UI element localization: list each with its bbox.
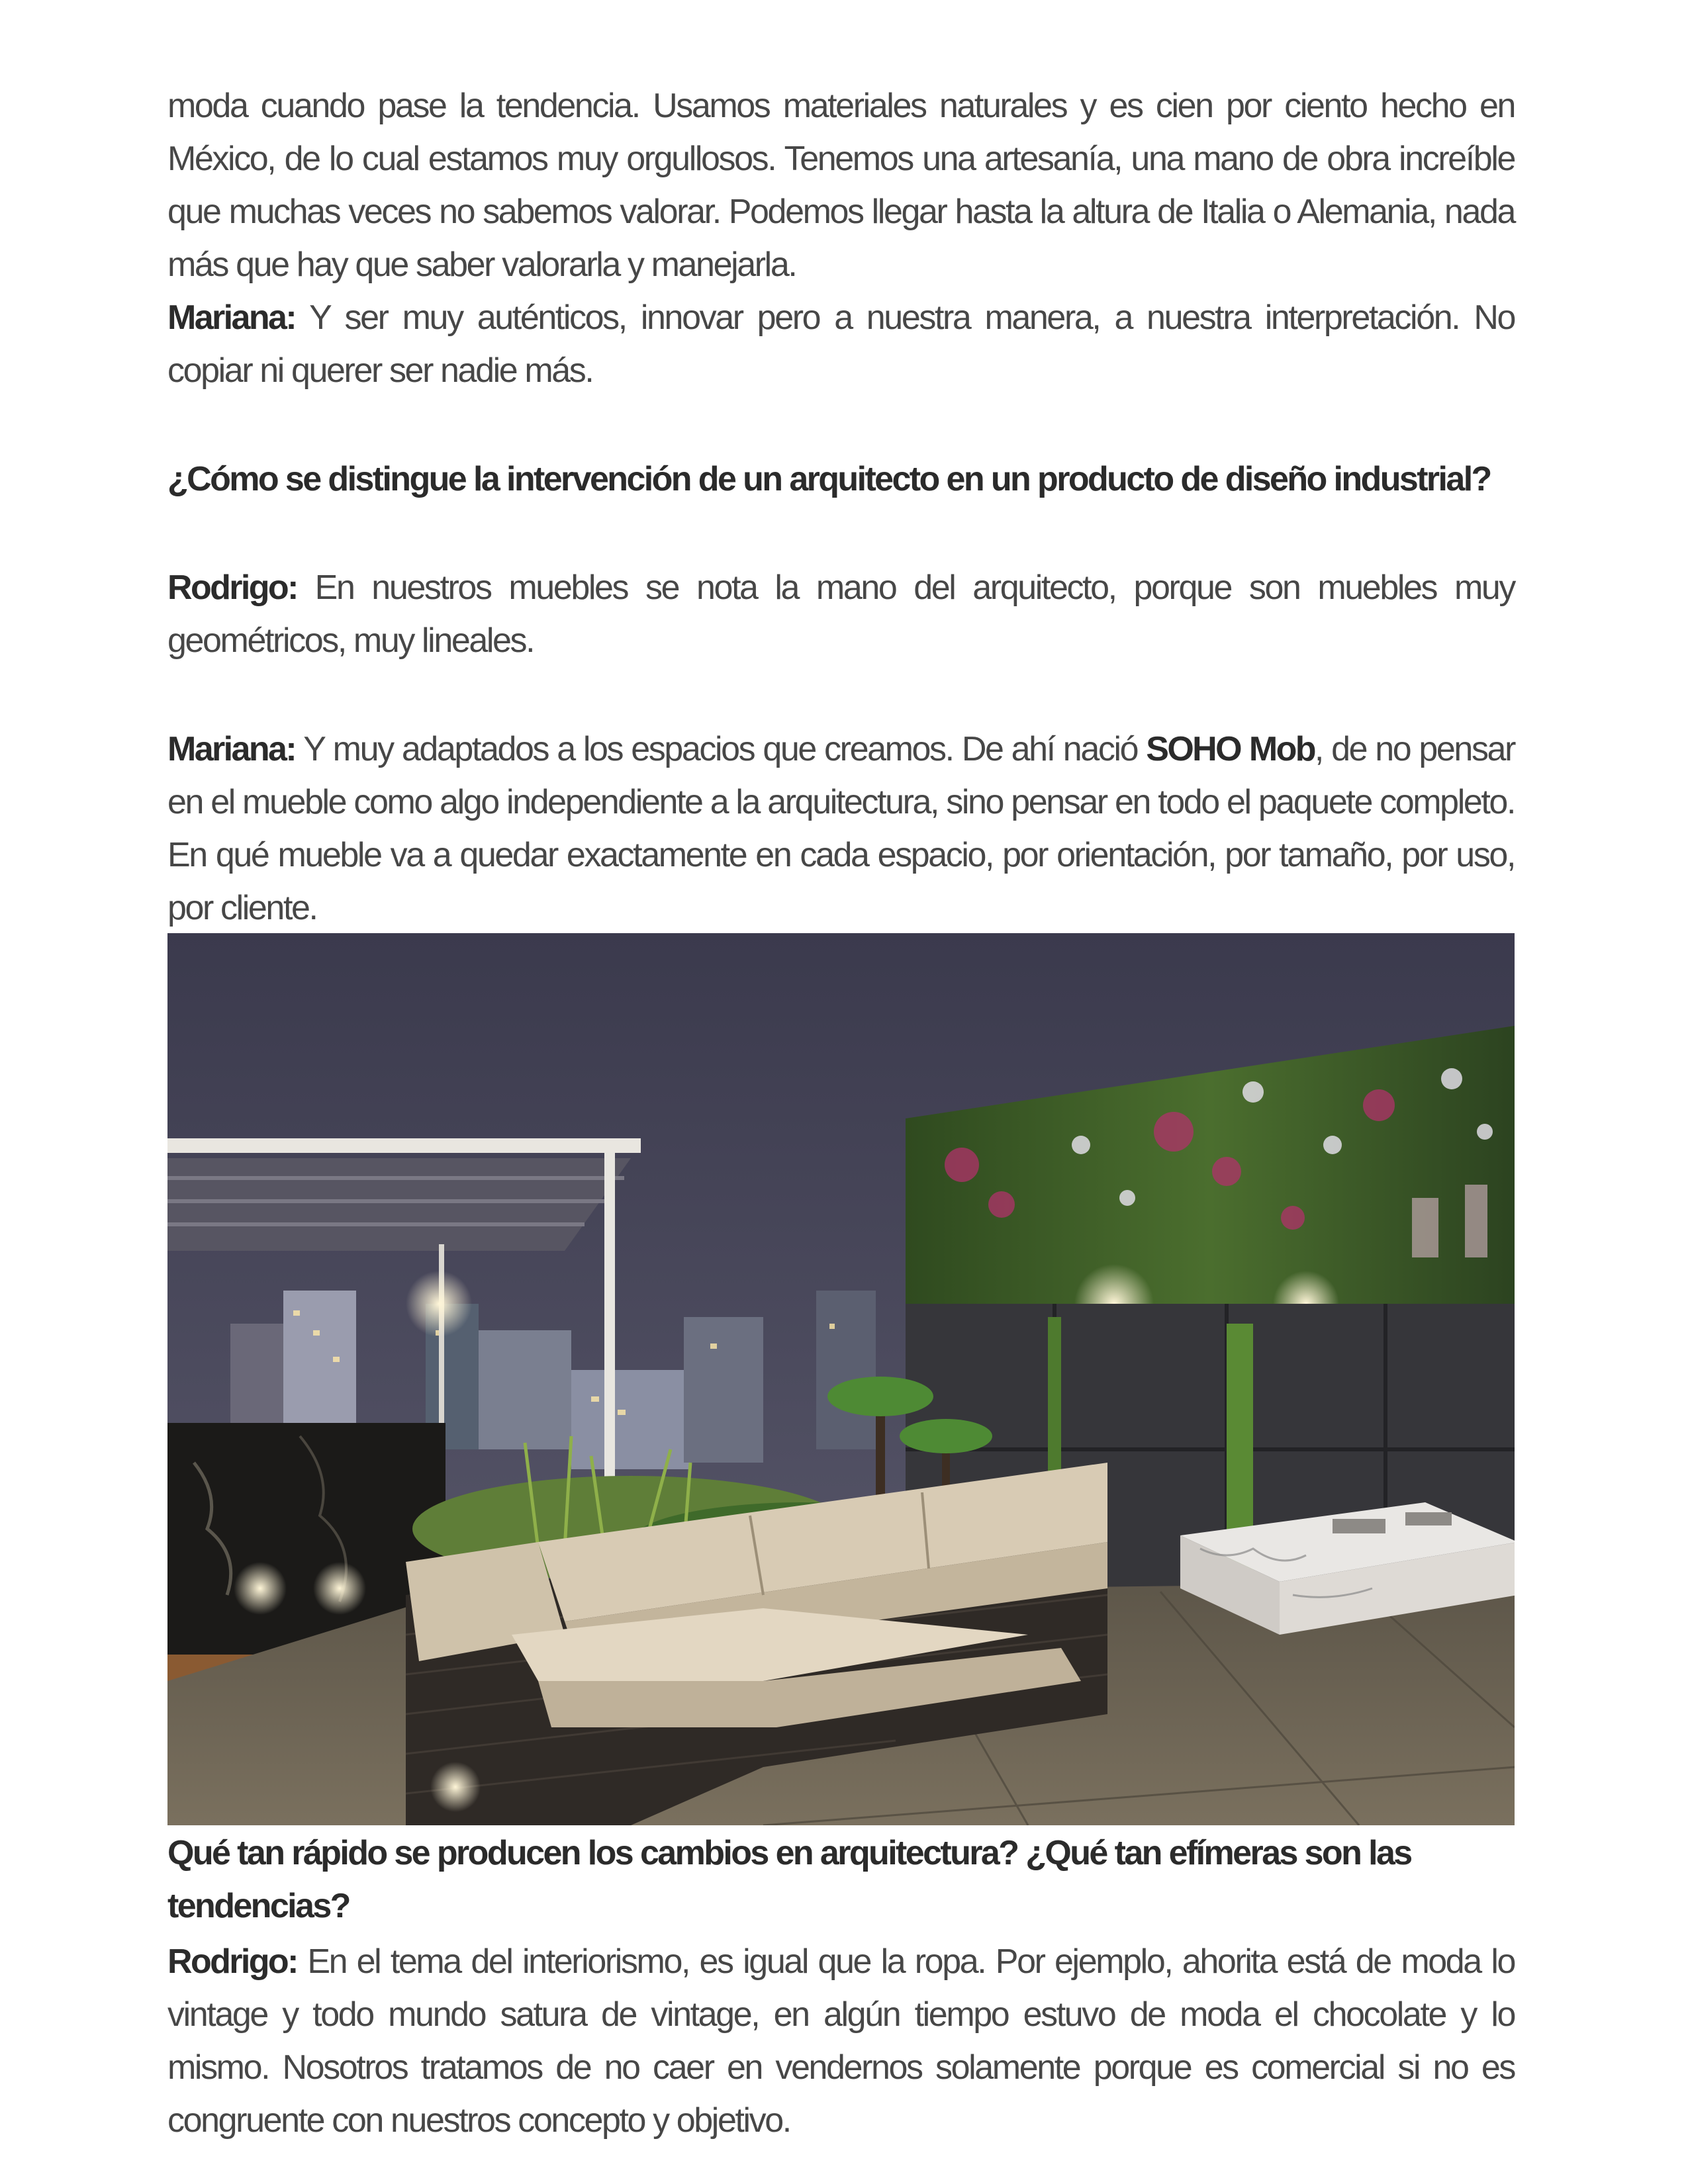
paragraph-text: Y muy adaptados a los espacios que creamos. De ahí nació <box>295 730 1147 768</box>
speaker-label: Rodrigo: <box>167 1942 297 1981</box>
paragraph-text: Y ser muy auténticos, innovar pero a nuestra manera, a nuestra interpretación. No copiar ni querer ser nadie más. <box>167 298 1515 390</box>
paragraph-intro: moda cuando pase la tendencia. Usamos materiales naturales y es cien por ciento hecho en México, de lo cual estamos muy orgullosos. Tenemos una artesanía, una mano de obra increíble que muchas veces no sabemos valorar. Podemos llegar hasta la altura de Italia o Alemania, nada más que hay que saber valorarla y manejarla. <box>167 87 1515 284</box>
speaker-label: Mariana: <box>167 730 296 768</box>
question-heading-2: Qué tan rápido se producen los cambios en arquitectura? ¿Qué tan efímeras son las tendencias? <box>167 1834 1411 1925</box>
question-heading-1: ¿Cómo se distingue la intervención de un arquitecto en un producto de diseño industrial? <box>167 460 1491 498</box>
speaker-label: Rodrigo: <box>167 569 297 607</box>
paragraph-text: En nuestros muebles se nota la mano del arquitecto, porque son muebles muy geométricos, muy lineales. <box>167 569 1515 660</box>
paragraph-mariana-2 <box>167 723 1515 934</box>
paragraph-rodrigo-1 <box>167 561 1515 667</box>
paragraph-text: , de no pensar en el mueble como algo independiente a la arquitectura, sino pensar en todo el paquete completo. En qué mueble va a quedar exactamente en cada espacio, por orientación, por tamaño, por uso, por cliente. <box>167 730 1515 927</box>
paragraph-text: En el tema del interiorismo, es igual que la ropa. Por ejemplo, ahorita está de moda lo vintage y todo mundo satura de vintage, en algún tiempo estuvo de moda el chocolate y lo mismo. Nosotros tratamos de no caer en vendernos solamente porque es comercial si no es congruente con nuestros concepto y objetivo. <box>167 1942 1515 2140</box>
paragraph-mariana-1 <box>167 291 1515 397</box>
photo-illustration <box>167 933 1515 1825</box>
paragraph-rodrigo-2 <box>167 1935 1515 2147</box>
rooftop-terrace-photo <box>167 933 1515 1825</box>
speaker-label: Mariana: <box>167 298 296 337</box>
brand-name: SOHO Mob <box>1146 730 1315 768</box>
